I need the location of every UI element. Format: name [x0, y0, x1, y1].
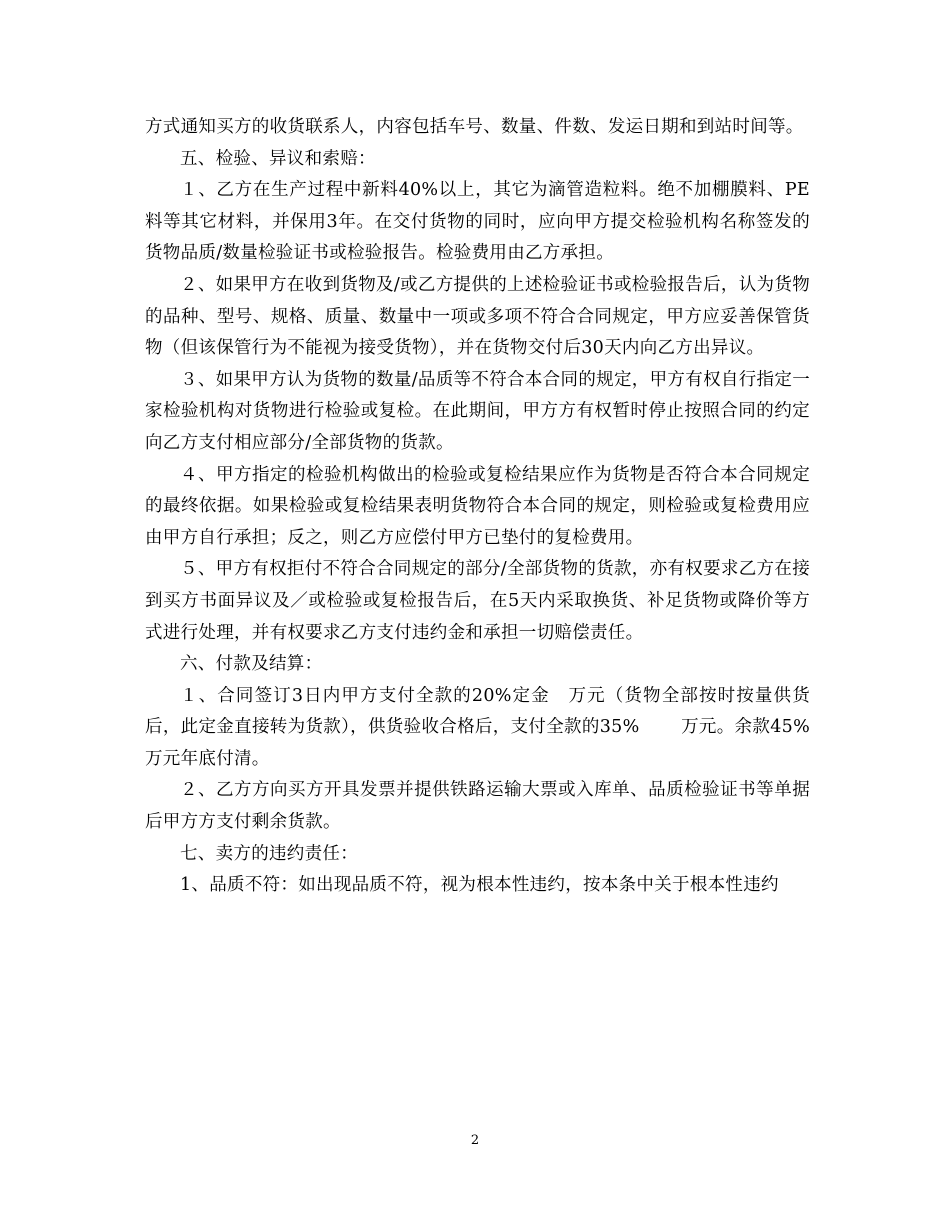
- clause-6-1: １、合同签订3日内甲方支付全款的20%定金 万元（货物全部按时按量供货后，此定金直接转为货款），供货验收合格后，支付全款的35% 万元。余款45% 万元年底付清。: [145, 685, 852, 769]
- page-number: 2: [470, 1133, 480, 1148]
- contract-body: [145, 112, 852, 902]
- clause-5-2: ２、如果甲方在收到货物及/或乙方提供的上述检验证书或检验报告后，认为货物的品种、型号、规格、质量、数量中一项或多项不符合合同规定，甲方应妥善保管货物（但该保管行为不能视为接受货物），并在货物交付后30天内向乙方出异议。: [145, 274, 810, 359]
- clause-5-3: ３、如果甲方认为货物的数量/品质等不符合本合同的规定，甲方有权自行指定一家检验机构对货物进行检验或复检。在此期间，甲方方有权暂时停止按照合同的约定向乙方支付相应部分/全部货物的货款。: [145, 369, 810, 453]
- section-heading-inspection: 五、检验、异议和索赔：: [180, 148, 376, 169]
- clause-6-2: ２、乙方方向买方开具发票并提供铁路运输大票或入库单、品质检验证书等单据后甲方方支付剩余货款。: [145, 780, 810, 833]
- clause-5-1: １、乙方在生产过程中新料40%以上，其它为滴管造粒料。绝不加棚膜料、PE料等其它材料，并保用3年。在交付货物的同时，应向甲方提交检验机构名称签发的货物品质/数量检验证书或检验报告。检验费用由乙方承担。: [145, 180, 810, 264]
- section-heading-seller-liability: 七、卖方的违约责任：: [180, 843, 358, 864]
- paragraph-continuation: 方式通知买方的收货联系人，内容包括车号、数量、件数、发运日期和到站时间等。: [145, 117, 804, 137]
- clause-7-1: 1、品质不符：如出现品质不符，视为根本性违约，按本条中关于根本性违约: [180, 875, 779, 896]
- section-heading-payment: 六、付款及结算：: [180, 654, 323, 675]
- clause-5-4: ４、甲方指定的检验机构做出的检验或复检结果应作为货物是否符合本合同规定的最终依据。如果检验或复检结果表明货物符合本合同的规定，则检验或复检费用应由甲方自行承担；反之，则乙方应偿付甲方已垫付的复检费用。: [145, 464, 810, 548]
- clause-5-5: ５、甲方有权拒付不符合合同规定的部分/全部货物的货款，亦有权要求乙方在接到买方书面异议及／或检验或复检报告后，在5天内采取换货、补足货物或降价等方式进行处理，并有权要求乙方支付违约金和承担一切赔偿责任。: [145, 559, 810, 643]
